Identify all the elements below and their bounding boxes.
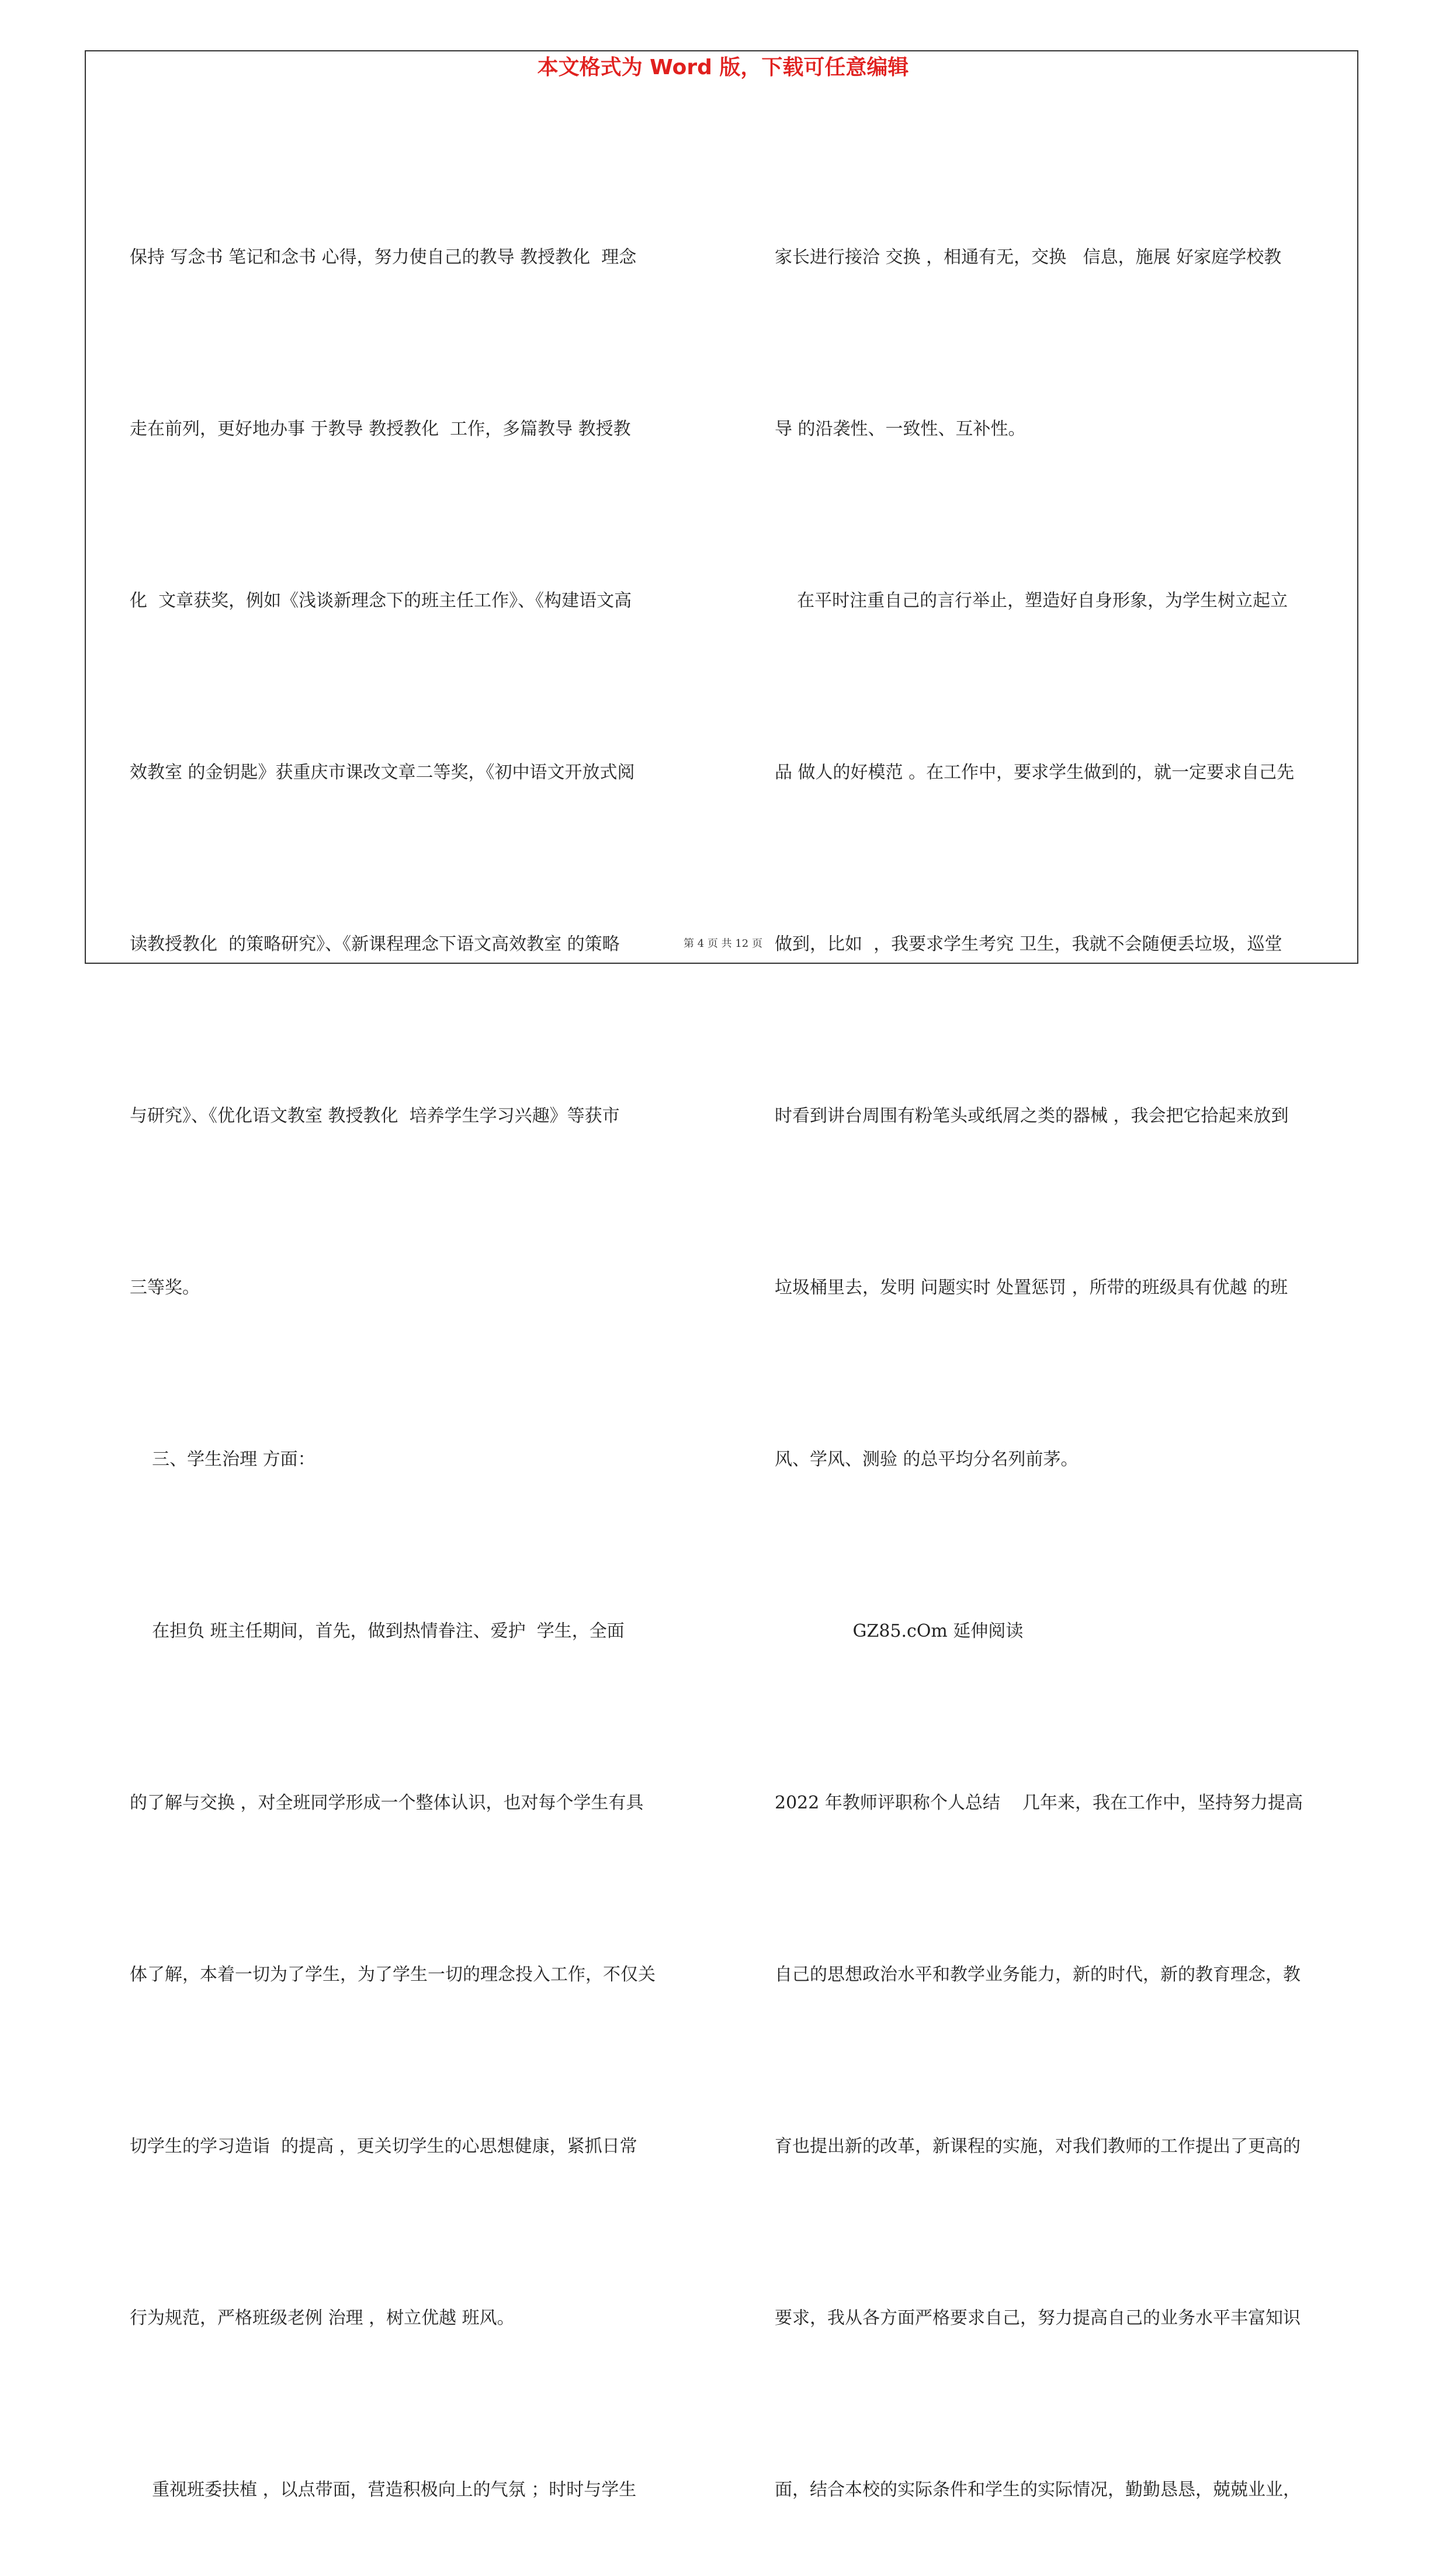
text-line: 切学生的学习造诣 的提高 ，更关切学生的心思想健康，紧抓日常 [130, 2136, 637, 2157]
text-line: 要求，我从各方面严格要求自己，努力提高自己的业务水平丰富知识 [775, 2308, 1301, 2328]
left-column [130, 114, 708, 2576]
text-line: 风、学风、测验 的总平均分名列前茅。 [775, 1449, 1079, 1470]
text-line: 与研究》、《优化语文教室 教授教化 培养学生学习兴趣》等获市 [130, 1106, 620, 1126]
text-line: 做到，比如 ，我要求学生考究 卫生，我就不会随便丢垃圾，巡堂 [775, 934, 1282, 954]
text-line: 体了解，本着一切为了学生，为了学生一切的理念投入工作，不仅关 [130, 1964, 656, 1985]
word-format-banner: 本文格式为 Word 版，下载可任意编辑 [537, 55, 909, 79]
text-line: 在担负 班主任期间，首先，做到热情眷注、爱护 学生，全面 [130, 1621, 625, 1641]
text-line: 2022 年教师评职称个人总结 几年来，我在工作中，坚持努力提高 [775, 1793, 1303, 1813]
section-heading: 三、学生治理 方面： [130, 1449, 315, 1470]
text-line: 走在前列，更好地办事 于教导 教授教化 工作，多篇教导 教授教 [130, 419, 631, 439]
text-line: 的了解与交换 ，对全班同学形成一个整体认识，也对每个学生有具 [130, 1793, 644, 1813]
text-line: 家长进行接洽 交换 ，相通有无，交换 信息，施展 好家庭学校教 [775, 247, 1282, 268]
right-column [775, 114, 1353, 2576]
page-number-footer: 第 4 页 共 12 页 [684, 938, 762, 950]
text-line: 自己的思想政治水平和教学业务能力，新的时代，新的教育理念，教 [775, 1964, 1301, 1985]
text-line: 导 的沿袭性、一致性、互补性。 [775, 419, 1026, 439]
text-line: 面，结合本校的实际条件和学生的实际情况，勤勤恳恳，兢兢业业， [775, 2480, 1301, 2500]
extended-reading-heading: GZ85.cOm 延伸阅读 [775, 1621, 1024, 1641]
text-line: 时看到讲台周围有粉笔头或纸屑之类的器械 ，我会把它拾起来放到 [775, 1106, 1289, 1126]
text-line: 效教室 的金钥匙》获重庆市课改文章二等奖，《初中语文开放式阅 [130, 762, 635, 783]
text-line: 育也提出新的改革，新课程的实施，对我们教师的工作提出了更高的 [775, 2136, 1301, 2157]
text-line: 保持 写念书 笔记和念书 心得，努力使自己的教导 教授教化 理念 [130, 247, 637, 268]
text-line: 读教授教化 的策略研究》、《新课程理念下语文高效教室 的策略 [130, 934, 620, 954]
text-line: 品 做人的好模范 。在工作中，要求学生做到的，就一定要求自己先 [775, 762, 1295, 783]
text-line: 行为规范，严格班级老例 治理 ，树立优越 班风。 [130, 2308, 515, 2328]
text-line: 化 文章获奖，例如《浅谈新理念下的班主任工作》、《构建语文高 [130, 591, 632, 611]
text-line: 重视班委扶植 ，以点带面，营造积极向上的气氛 ；时时与学生 [130, 2480, 637, 2500]
text-line: 垃圾桶里去，发明 问题实时 处置惩罚 ，所带的班级具有优越 的班 [775, 1277, 1288, 1298]
text-line: 在平时注重自己的言行举止，塑造好自身形象，为学生树立起立 [775, 591, 1288, 611]
text-line: 三等奖。 [130, 1277, 200, 1298]
